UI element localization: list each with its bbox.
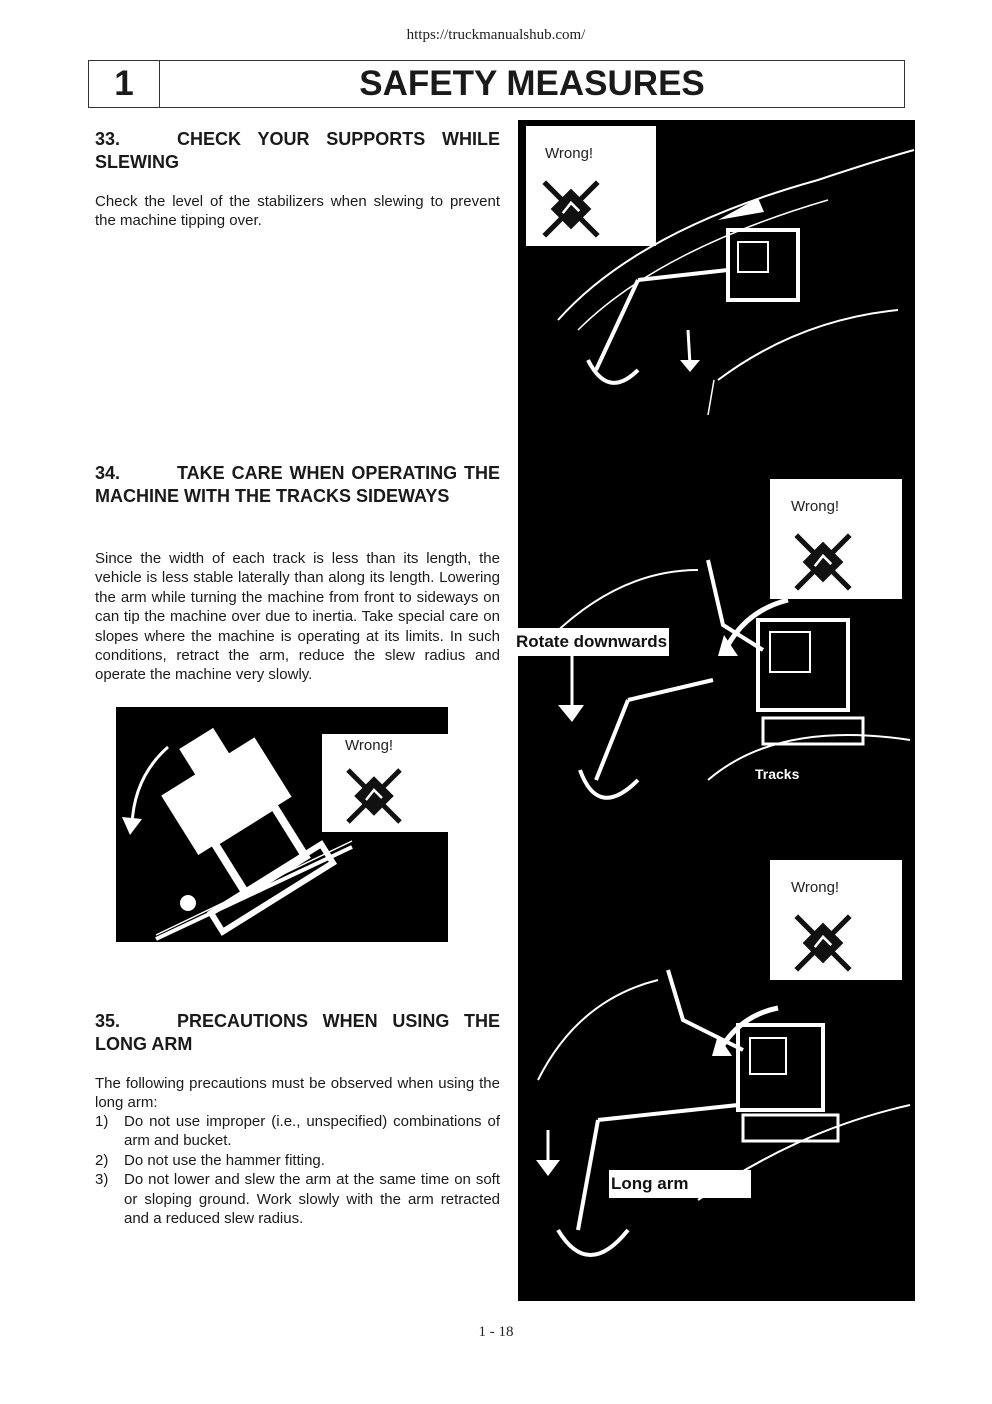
list-text: Do not use the hammer fitting.	[124, 1151, 325, 1169]
list-text: Do not use improper (i.e., unspecified) combinations of arm and bucket.	[124, 1113, 500, 1150]
list-text: Do not lower and slew the arm at the same time on soft or sloping ground. Work slowly with the arm retracted and a reduced slew radius.	[124, 1171, 500, 1228]
header-url: https://truckmanualshub.com/	[406, 27, 586, 43]
section-35-heading	[95, 1010, 500, 1056]
list-index: 3)	[95, 1171, 109, 1189]
list-item	[95, 1151, 500, 1170]
section-number: 33.	[95, 129, 121, 149]
figure-mark	[424, 707, 448, 709]
chapter-title-box	[88, 60, 905, 108]
wrong-callout	[770, 860, 902, 980]
wrong-callout	[526, 126, 656, 246]
list-index: 2)	[95, 1151, 109, 1169]
wrong-callout	[770, 479, 902, 599]
section-35-body: The following precautions must be observed when using the long arm:	[95, 1075, 500, 1112]
section-34-body: Since the width of each track is less than its length, the vehicle is less stable laterally than along its length. Lowering the arm while turning the machine from front to sideways on can tip the machine over due to inertia. Take special care on slopes where the machine is operating at its limits. In such conditions, retract the arm, reduce the slew radius and operate the machine very slowly.	[95, 550, 500, 684]
chapter-number: 1	[89, 61, 160, 107]
page-number: 1 - 18	[478, 1324, 514, 1340]
list-item	[95, 1112, 500, 1151]
section-title: TAKE CARE WHEN OPERATING THE MACHINE WITH THE TRACKS SIDEWAYS	[95, 463, 500, 506]
warning-x-icon	[788, 908, 858, 978]
excavator-drawings	[518, 120, 915, 1301]
chapter-title: SAFETY MEASURES	[359, 64, 705, 103]
section-title: PRECAUTIONS WHEN USING THE LONG ARM	[95, 1011, 500, 1054]
excavator-illustration-panel	[518, 120, 915, 1301]
tracks-label: Tracks	[755, 766, 800, 782]
wrong-label: Wrong!	[791, 498, 840, 515]
wrong-label: Wrong!	[791, 879, 840, 896]
section-number: 34.	[95, 463, 121, 483]
section-title: CHECK YOUR SUPPORTS WHILE SLEWING	[95, 129, 500, 172]
wrong-label: Wrong!	[345, 737, 394, 754]
long-arm-label: Long arm	[609, 1170, 751, 1198]
list-index: 1)	[95, 1113, 109, 1130]
wrong-label: Wrong!	[545, 145, 594, 162]
rotate-downwards-label: Rotate downwards	[514, 628, 669, 656]
long-arm-precaution-list	[95, 1112, 500, 1228]
section-33-heading	[95, 128, 500, 174]
section-34-heading	[95, 462, 500, 508]
tipover-illustration	[116, 707, 448, 942]
wrong-callout	[322, 734, 448, 832]
list-item	[95, 1170, 500, 1228]
warning-x-icon	[340, 762, 408, 830]
section-33-body: Check the level of the stabilizers when slewing to prevent the machine tipping over.	[95, 193, 500, 230]
warning-x-icon	[536, 174, 606, 244]
section-number: 35.	[95, 1011, 121, 1031]
warning-x-icon	[788, 527, 858, 597]
